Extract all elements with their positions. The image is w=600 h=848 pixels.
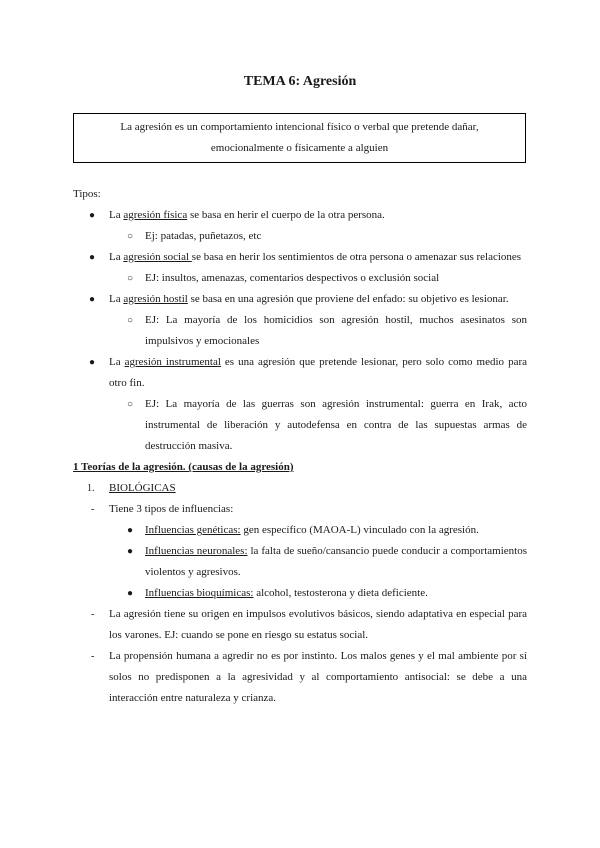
bullet-icon: ● xyxy=(89,252,96,263)
bullet-icon: ● xyxy=(127,588,134,599)
definition-line: emocionalmente o físicamente a alguien xyxy=(210,142,389,154)
bullet-icon: ● xyxy=(89,210,96,221)
dash-item: - Tiene 3 tipos de influencias: xyxy=(73,499,527,520)
bullet-icon: ● xyxy=(89,294,96,305)
tipos-label: Tipos: xyxy=(73,188,101,200)
numbered-item xyxy=(73,478,527,499)
dash-icon: - xyxy=(91,504,95,515)
dash-icon: - xyxy=(91,651,95,662)
dash-item: - La agresión tiene su origen en impulsos evolutivos básicos, siendo adaptativa en especial para los varones. EJ: cuando se pone en riesgo su estatus social. xyxy=(73,604,527,646)
subsection-title: BIOLÓGICAS xyxy=(109,482,176,494)
list-number: 1. xyxy=(87,483,95,494)
term: Influencias neuronales: xyxy=(145,545,248,557)
circle-icon: ○ xyxy=(127,231,134,242)
bullet-icon: ● xyxy=(127,546,134,557)
circle-icon: ○ xyxy=(127,273,134,284)
term: agresión física xyxy=(123,209,188,221)
list-item: ● La agresión social se basa en herir los sentimientos de otra persona o amenazar sus relaciones xyxy=(73,247,527,268)
dash-icon: - xyxy=(91,609,95,620)
term: agresión social xyxy=(123,251,192,263)
circle-icon: ○ xyxy=(127,399,134,410)
definition-line: La agresión es un comportamiento intencional físico o verbal que pretende dañar, xyxy=(120,121,479,133)
list-item: ○ EJ: insultos, amenazas, comentarios despectivos o exclusión social xyxy=(73,268,527,289)
list-item: ○ EJ: La mayoría de los homicidios son agresión hostil, muchos asesinatos son impulsivos y emocionales xyxy=(73,310,527,352)
list-item: ● Influencias neuronales: la falta de sueño/cansancio puede conducir a comportamientos violentos y agresivos. xyxy=(73,541,527,583)
term: agresión instrumental xyxy=(124,356,221,368)
bullet-icon: ● xyxy=(127,525,134,536)
dash-item: - La propensión humana a agredir no es por instinto. Los malos genes y el mal ambiente por sí solos no predisponen a la agresividad y al comportamiento antisocial: se debe a una interacción entre naturaleza y crianza. xyxy=(73,646,527,709)
definition-box xyxy=(73,113,526,163)
list-item: ○ EJ: La mayoría de las guerras son agresión instrumental: guerra en Irak, acto instrumental de liberación y autodefensa en contra de las supuestas armas de destrucción masiva. xyxy=(73,394,527,457)
section-heading: 1 Teorías de la agresión. (causas de la agresión) xyxy=(73,461,294,473)
list-item: ● Influencias bioquímicas: alcohol, testosterona y dieta deficiente. xyxy=(73,583,527,604)
list-item: ● Influencias genéticas: gen específico (MAOA-L) vinculado con la agresión. xyxy=(73,520,527,541)
term: Influencias genéticas: xyxy=(145,524,241,536)
page-title: TEMA 6: Agresión xyxy=(243,74,357,89)
content xyxy=(73,184,527,709)
bullet-icon: ● xyxy=(89,357,96,368)
list-item: ● La agresión instrumental es una agresión que pretende lesionar, pero solo como medio para otro fin. xyxy=(73,352,527,394)
list-item: ● La agresión hostil se basa en una agresión que proviene del enfado: su objetivo es lesionar. xyxy=(73,289,527,310)
term: Influencias bioquímicas: xyxy=(145,587,254,599)
circle-icon: ○ xyxy=(127,315,134,326)
list-item: ○ Ej: patadas, puñetazos, etc xyxy=(73,226,527,247)
list-item: ● La agresión física se basa en herir el cuerpo de la otra persona. xyxy=(73,205,527,226)
term: agresión hostil xyxy=(123,293,188,305)
